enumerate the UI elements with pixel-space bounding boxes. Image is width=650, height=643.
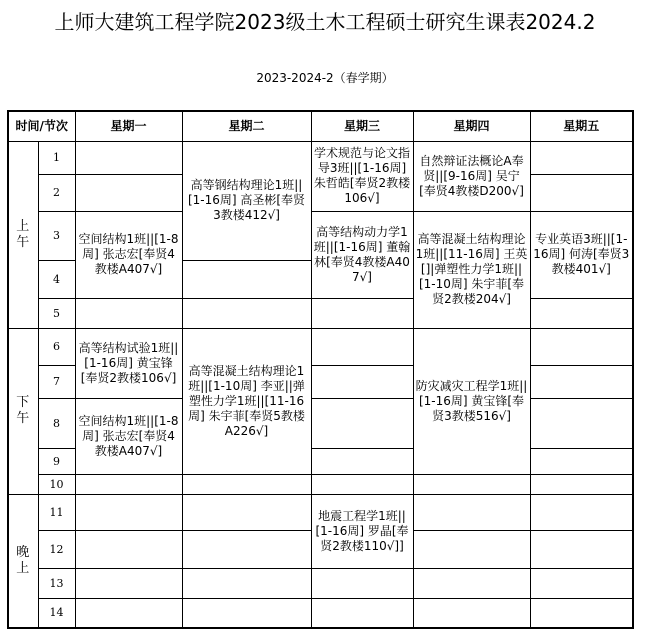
session-evening: 晚上 xyxy=(8,494,38,628)
course-cell: 专业英语3班||[1-16周] 何涛[奉贤3教楼401√] xyxy=(530,211,633,298)
course-cell: 高等结构动力学1班||[1-16周] 董翰林[奉贤4教楼A407√] xyxy=(311,211,413,298)
empty-cell xyxy=(182,598,311,628)
header-tuesday: 星期二 xyxy=(182,111,311,141)
period-number: 11 xyxy=(38,494,75,530)
empty-cell xyxy=(530,448,633,474)
course-cell: 高等混凝土结构理论1班||[1-10周] 李亚||弹塑性力学1班||[11-16周] 朱宇菲[奉贤5教楼A226√] xyxy=(182,328,311,474)
course-cell: 高等结构试验1班||[1-16周] 黄宝锋[奉贤2教楼106√] xyxy=(75,328,182,398)
empty-cell xyxy=(75,568,182,598)
table-row xyxy=(8,298,633,328)
empty-cell xyxy=(75,474,182,494)
period-number: 4 xyxy=(38,260,75,298)
empty-cell xyxy=(413,530,530,568)
empty-cell xyxy=(75,174,182,211)
table-row xyxy=(8,568,633,598)
table-header-row xyxy=(8,111,633,141)
empty-cell xyxy=(311,474,413,494)
empty-cell xyxy=(530,598,633,628)
empty-cell xyxy=(182,530,311,568)
empty-cell xyxy=(75,530,182,568)
empty-cell xyxy=(311,448,413,474)
period-number: 3 xyxy=(38,211,75,260)
page-title: 上师大建筑工程学院2023级土木工程硕士研究生课表2024.2 xyxy=(54,10,596,34)
empty-cell xyxy=(413,568,530,598)
empty-cell xyxy=(182,298,311,328)
table-row xyxy=(8,474,633,494)
empty-cell xyxy=(75,141,182,174)
course-cell: 防灾减灾工程学1班||[1-16周] 黄宝锋[奉贤3教楼516√] xyxy=(413,328,530,474)
empty-cell xyxy=(530,365,633,398)
table-row xyxy=(8,328,633,365)
empty-cell xyxy=(311,598,413,628)
period-number: 12 xyxy=(38,530,75,568)
header-thursday: 星期四 xyxy=(413,111,530,141)
period-number: 8 xyxy=(38,398,75,448)
course-cell: 高等混凝土结构理论1班||[11-16周] 王英[]|弹塑性力学1班||[1-10周] 朱宇菲[奉贤2教楼204√] xyxy=(413,211,530,328)
header-monday: 星期一 xyxy=(75,111,182,141)
period-number: 7 xyxy=(38,365,75,398)
empty-cell xyxy=(311,398,413,448)
empty-cell xyxy=(530,494,633,530)
period-number: 5 xyxy=(38,298,75,328)
period-number: 9 xyxy=(38,448,75,474)
course-cell: 空间结构1班||[1-8周] 张志宏[奉贤4教楼A407√] xyxy=(75,398,182,474)
empty-cell xyxy=(413,598,530,628)
header-time-period: 时间/节次 xyxy=(8,111,75,141)
schedule-table xyxy=(7,110,634,629)
empty-cell xyxy=(75,494,182,530)
period-number: 6 xyxy=(38,328,75,365)
table-row xyxy=(8,141,633,174)
course-cell: 学术规范与论文指导3班||[1-16周] 朱哲皓[奉贤2教楼106√] xyxy=(311,141,413,211)
empty-cell xyxy=(530,568,633,598)
empty-cell xyxy=(182,474,311,494)
period-number: 14 xyxy=(38,598,75,628)
table-row xyxy=(8,598,633,628)
semester-subtitle: 2023-2024-2（春学期） xyxy=(256,71,394,85)
empty-cell xyxy=(530,328,633,365)
empty-cell xyxy=(311,298,413,328)
course-cell: 高等钢结构理论1班||[1-16周] 高圣彬[奉贤3教楼412√] xyxy=(182,141,311,260)
period-number: 1 xyxy=(38,141,75,174)
empty-cell xyxy=(311,328,413,365)
empty-cell xyxy=(530,141,633,174)
empty-cell xyxy=(530,474,633,494)
course-cell: 空间结构1班||[1-8周] 张志宏[奉贤4教楼A407√] xyxy=(75,211,182,298)
empty-cell xyxy=(530,530,633,568)
table-row xyxy=(8,494,633,530)
session-afternoon: 下午 xyxy=(8,328,38,494)
empty-cell xyxy=(182,568,311,598)
empty-cell xyxy=(413,494,530,530)
period-number: 2 xyxy=(38,174,75,211)
empty-cell xyxy=(530,298,633,328)
empty-cell xyxy=(182,494,311,530)
empty-cell xyxy=(530,398,633,448)
period-number: 13 xyxy=(38,568,75,598)
header-wednesday: 星期三 xyxy=(311,111,413,141)
course-cell: 自然辩证法概论A奉贤||[9-16周] 吴宁[奉贤4教楼D200√] xyxy=(413,141,530,211)
table-row xyxy=(8,211,633,260)
empty-cell xyxy=(75,298,182,328)
period-number: 10 xyxy=(38,474,75,494)
empty-cell xyxy=(311,568,413,598)
empty-cell xyxy=(182,260,311,298)
empty-cell xyxy=(413,474,530,494)
header-friday: 星期五 xyxy=(530,111,633,141)
empty-cell xyxy=(311,365,413,398)
empty-cell xyxy=(75,598,182,628)
course-cell: 地震工程学1班||[1-16周] 罗晶[奉贤2教楼110√]] xyxy=(311,494,413,568)
table-row xyxy=(8,398,633,448)
session-morning: 上午 xyxy=(8,141,38,328)
empty-cell xyxy=(530,174,633,211)
